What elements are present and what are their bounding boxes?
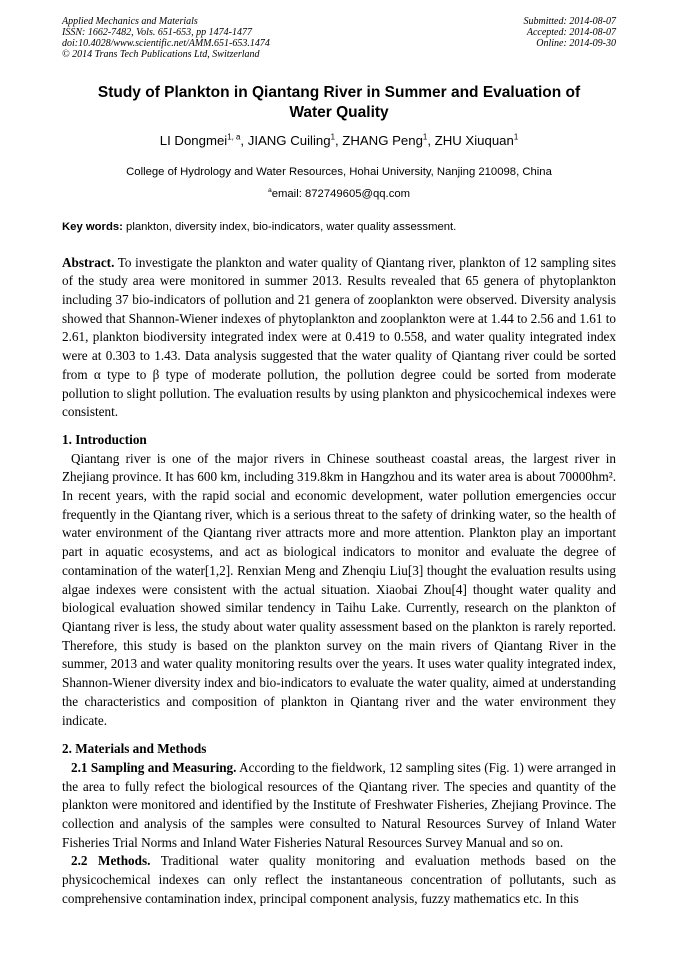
author-name: , JIANG Cuiling — [240, 132, 331, 148]
affiliation: College of Hydrology and Water Resources, Hohai University, Nanjing 210098, China — [126, 165, 552, 178]
journal-header — [62, 17, 616, 61]
author-name: , ZHU Xiuquan — [427, 132, 514, 148]
journal-doi-line: doi:10.4028/www.scientific.net/AMM.651-653.1474 — [62, 37, 270, 49]
author-affiliation-superscript: 1 — [513, 132, 519, 142]
section-heading-materials-methods: 2. Materials and Methods — [62, 741, 207, 757]
methods-text: Traditional water quality monitoring and evaluation methods based on the physicochemical indexes can only reflect the instantaneous concentration of pollutants, such as comprehensive contamination index, principal component analysis, fuzzy mathematics etc. In this — [62, 853, 616, 906]
abstract-text: To investigate the plankton and water quality of Qiantang river, plankton of 12 sampling sites of the study area were monitored in summer 2013. Results revealed that 65 genera of phytoplankton including 37 bio-indicators of pollution and 21 genera of zooplankton were observed. Diversity analysis showed that Shannon-Wiener indexes of phytoplankton and zooplankton were at 1.44 to 2.56 and 1.61 to 2.61, plankton biodiversity integrated index were at 0.419 to 0.558, and water quality integrated index were at 0.303 to 1.43. Data analysis suggested that the water quality of Qiantang river could be sorted from α type to β type of moderate pollution, the pollution degree could be sorted from moderate pollution to slight pollution. The evaluation results by using plankton and physicochemical indexes were consistent. — [62, 254, 616, 420]
keywords-text: plankton, diversity index, bio-indicators, water quality assessment. — [126, 220, 457, 233]
author-name: LI Dongmei — [159, 132, 228, 148]
authors-line — [62, 132, 616, 150]
section-heading-introduction: 1. Introduction — [62, 431, 147, 447]
abstract-paragraph — [62, 254, 616, 422]
keywords-line — [62, 220, 616, 234]
author-affiliation-superscript: 1 — [330, 132, 335, 142]
email-text: email: 872749605@qq.com — [271, 187, 411, 200]
introduction-paragraph — [62, 450, 616, 731]
online-date-line: Online: 2014-09-30 — [536, 37, 616, 49]
sampling-measuring-paragraph — [62, 759, 616, 853]
journal-issn-line: ISSN: 1662-7482, Vols. 651-653, pp 1474-1477 — [62, 26, 252, 38]
sampling-measuring-text: According to the fieldwork, 12 sampling sites (Fig. 1) were arranged in the area to fully refect the biological resources of the Qiantang river. The species and quantity of the plankton were monitored and identified by the Institute of Freshwater Fisheries, Zhejiang Province. The collection and analysis of the samples were consulted to Natural Resources Survey of Inland Water Fisheries Trial Norms and Inland Water Fisheries Natural Resources Survey Manual and so on. — [62, 759, 616, 850]
journal-copyright-line: © 2014 Trans Tech Publications Ltd, Switzerland — [62, 48, 260, 60]
paper-title: Study of Plankton in Qiantang River in Summer and Evaluation of Water Quality — [97, 83, 581, 121]
methods-lead: 2.2 Methods. — [71, 853, 151, 869]
author-affiliation-superscript: 1 — [422, 132, 428, 142]
introduction-text: Qiantang river is one of the major rivers in Chinese southeast coastal areas, the largest river in Zhejiang province. It has 600 km, including 319.8km in Hangzhou and its water area is about 70000hm². In recent years, with the rapid social and economic development, water pollution emergencies occur frequently in the Qiantang river, which is a serious threat to the safety of drinking water, so the health of water environment of the Qiantang river attracts more and more attention. Plankton play an important part in aquatic ecosystems, and act as biological indicators to monitor and evaluate the degree of contamination of the water[1,2]. Renxian Meng and Zhenqiu Liu[3] thought the evaluation results using algae indexes were consistent with the actual situation. Xiaobai Zhou[4] thought water quality and biological evaluation showed similar tendency in Taihu Lake. Currently, research on the plankton of Qiantang river is less, the study about water quality assessment based on the plankton is rarely reported. Therefore, this study is based on the plankton survey on the main rivers of Qiantang River in the summer, 2013 and water quality monitoring results over the years. It uses water quality integrated index, Shannon-Wiener diversity index and bio-indicators to evaluate the water quality, aimed at understanding the characteristics and composition of plankton in Qiantang river and the water environment they indicate. — [62, 450, 616, 728]
journal-info — [62, 17, 270, 61]
email-superscript: a — [267, 186, 272, 194]
submission-dates — [524, 17, 617, 61]
abstract-label: Abstract. — [62, 254, 115, 270]
submitted-date-line: Submitted: 2014-08-07 — [523, 16, 616, 27]
journal-name: Applied Mechanics and Materials — [62, 16, 198, 27]
author-affiliation-superscript: 1, a — [227, 132, 241, 142]
sampling-measuring-lead: 2.1 Sampling and Measuring. — [71, 759, 237, 775]
author-name: , ZHANG Peng — [334, 132, 423, 148]
keywords-label: Key words: — [62, 220, 123, 233]
accepted-date-line: Accepted: 2014-08-07 — [526, 26, 616, 38]
methods-paragraph — [62, 852, 616, 908]
email-line — [62, 188, 616, 201]
